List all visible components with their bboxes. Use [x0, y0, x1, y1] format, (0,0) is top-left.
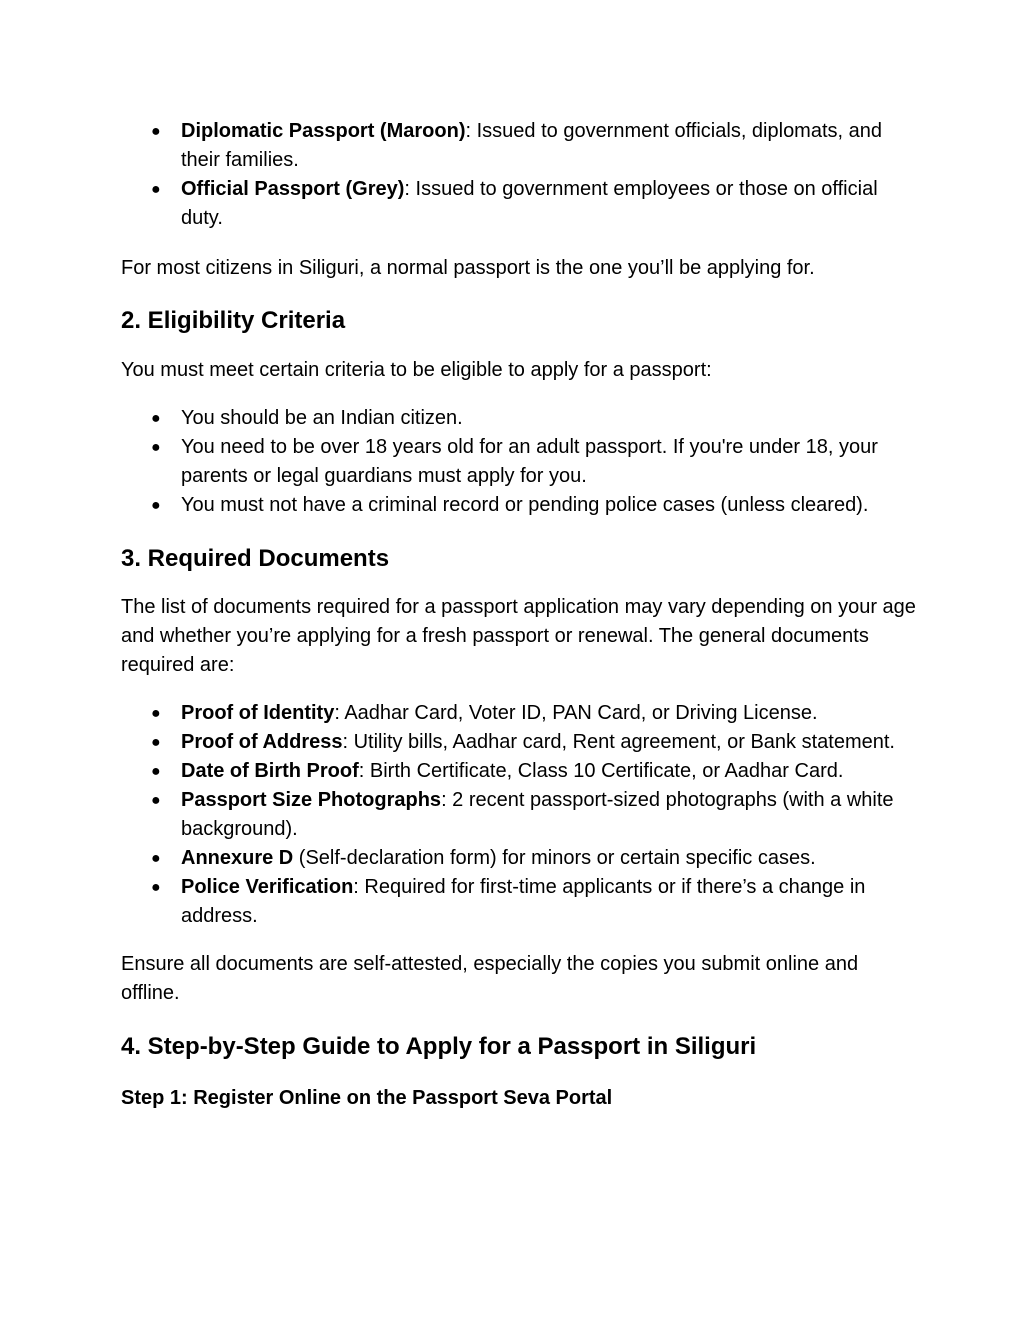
item-description: : Birth Certificate, Class 10 Certificate, or Aadhar Card.: [358, 760, 844, 782]
bullet-icon: ●: [151, 763, 161, 780]
bullet-icon: ●: [151, 181, 161, 198]
bullet-icon: ●: [151, 439, 161, 456]
list-item: [121, 117, 921, 175]
bullet-icon: ●: [151, 879, 161, 896]
types-note: For most citizens in Siliguri, a normal passport is the one you’ll be applying for.: [121, 257, 815, 279]
list-item: [121, 844, 921, 873]
item-description: : 2 recent passport-sized photographs (with a white background).: [181, 789, 894, 840]
document-page: [121, 117, 921, 1112]
list-item: [121, 404, 921, 433]
item-term: Annexure D: [181, 847, 294, 869]
section-heading-eligibility: 2. Eligibility Criteria: [121, 307, 346, 334]
documents-note: Ensure all documents are self-attested, especially the copies you submit online and offline.: [121, 953, 859, 1004]
list-item: [121, 873, 921, 931]
item-term: Diplomatic Passport (Maroon): [181, 120, 466, 142]
item-description: (Self-declaration form) for minors or certain specific cases.: [293, 847, 816, 869]
bullet-icon: ●: [151, 792, 161, 809]
list-item: [121, 757, 921, 786]
bullet-icon: ●: [151, 123, 161, 140]
step-1-heading: Step 1: Register Online on the Passport Seva Portal: [121, 1087, 613, 1109]
item-term: Police Verification: [181, 876, 354, 898]
item-description: : Issued to government employees or those on official duty.: [181, 178, 878, 229]
section-heading-documents: 3. Required Documents: [121, 545, 390, 572]
documents-list: [121, 699, 921, 931]
bullet-icon: ●: [151, 734, 161, 751]
item-term: Official Passport (Grey): [181, 178, 405, 200]
bullet-icon: ●: [151, 850, 161, 867]
bullet-icon: ●: [151, 497, 161, 514]
item-text: You need to be over 18 years old for an adult passport. If you're under 18, your parents or legal guardians must apply for you.: [181, 436, 878, 487]
section-heading-steps: 4. Step-by-Step Guide to Apply for a Passport in Siliguri: [121, 1033, 757, 1060]
item-term: Date of Birth Proof: [181, 760, 359, 782]
bullet-icon: ●: [151, 410, 161, 427]
list-item: [121, 433, 921, 491]
item-term: Proof of Address: [181, 731, 343, 753]
item-description: : Utility bills, Aadhar card, Rent agreement, or Bank statement.: [342, 731, 895, 753]
item-description: : Aadhar Card, Voter ID, PAN Card, or Driving License.: [334, 702, 818, 724]
eligibility-list: [121, 404, 921, 520]
item-term: Proof of Identity: [181, 702, 335, 724]
list-item: [121, 786, 921, 844]
list-item: [121, 699, 921, 728]
documents-intro: The list of documents required for a passport application may vary depending on your age and whether you’re applying for a fresh passport or renewal. The general documents required are:: [121, 596, 916, 676]
item-description: : Required for first-time applicants or if there’s a change in address.: [181, 876, 866, 927]
item-term: Passport Size Photographs: [181, 789, 442, 811]
list-item: [121, 175, 921, 233]
item-description: : Issued to government officials, diplomats, and their families.: [181, 120, 883, 171]
list-item: [121, 491, 921, 520]
item-text: You must not have a criminal record or pending police cases (unless cleared).: [181, 494, 869, 516]
list-item: [121, 728, 921, 757]
item-text: You should be an Indian citizen.: [181, 407, 463, 429]
passport-types-list: [121, 117, 921, 233]
eligibility-intro: You must meet certain criteria to be eligible to apply for a passport:: [121, 359, 712, 381]
bullet-icon: ●: [151, 705, 161, 722]
